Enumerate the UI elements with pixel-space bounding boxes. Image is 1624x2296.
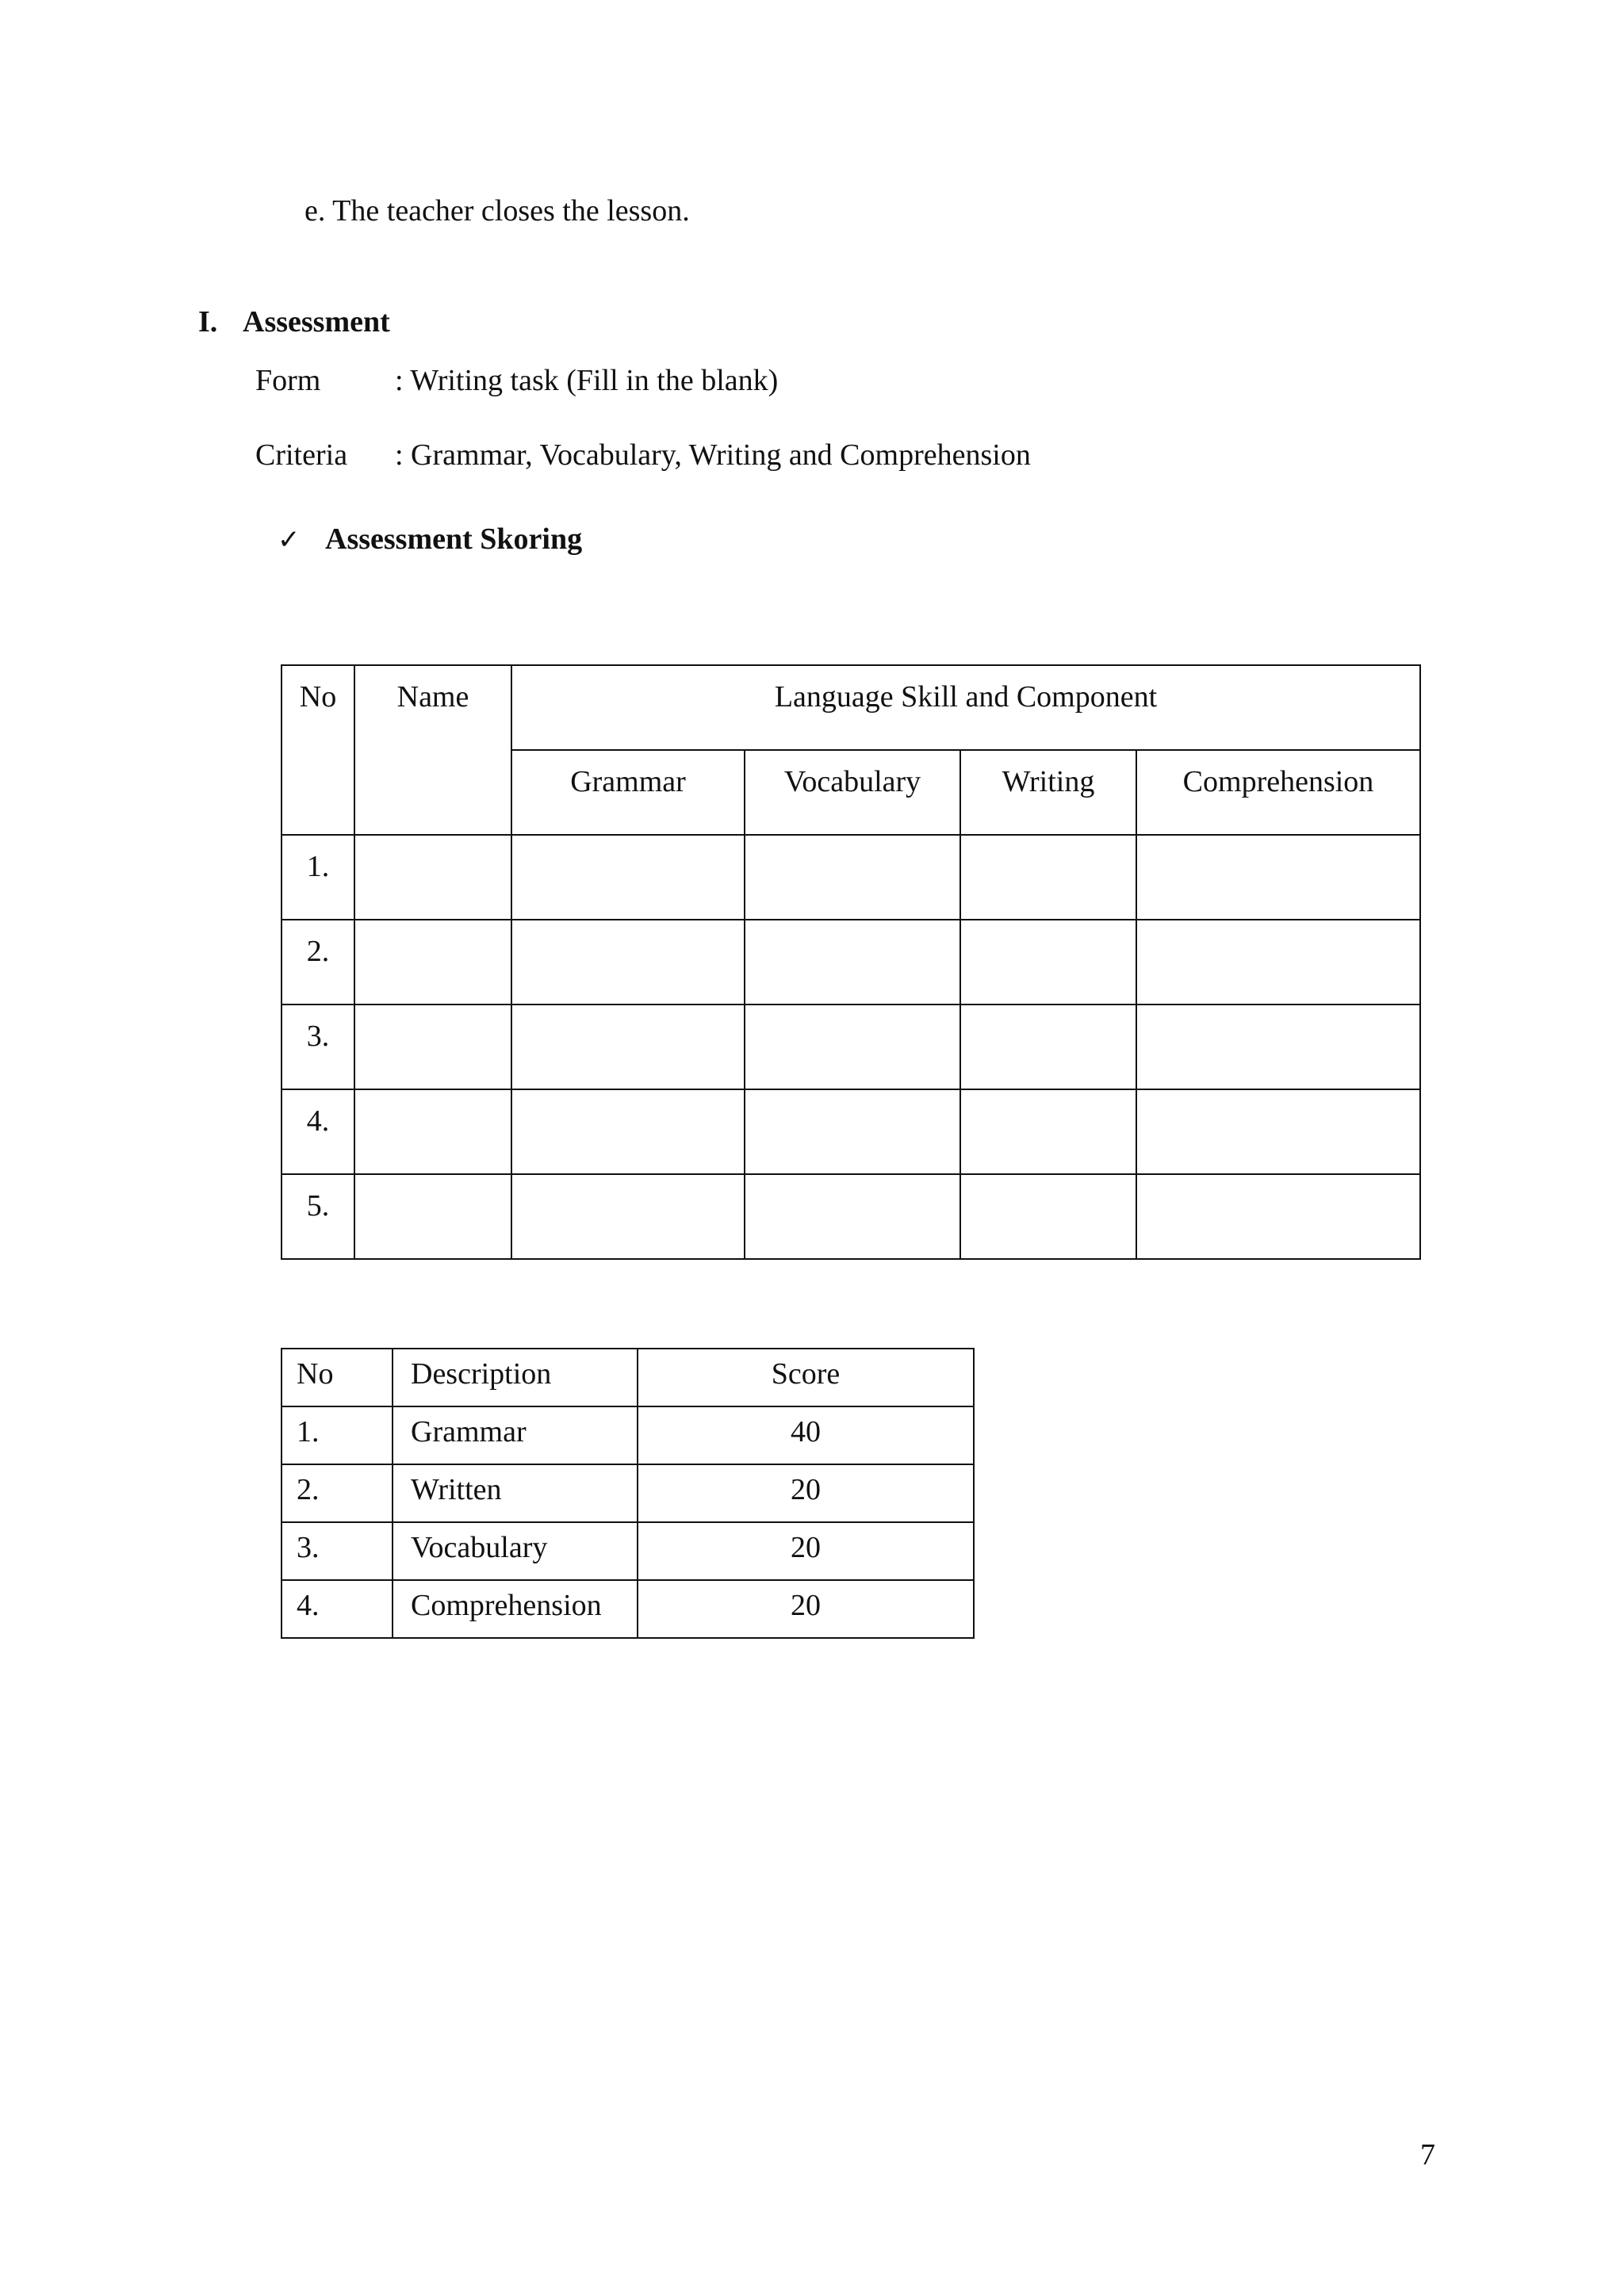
score-weights-table: [281, 1348, 975, 1639]
header-group-cell: [511, 665, 1420, 750]
table-row: [282, 1004, 1420, 1089]
row-number: 5.: [306, 1189, 330, 1223]
weights-no: 2.: [297, 1473, 320, 1506]
weights-description-cell: [393, 1580, 638, 1638]
vocabulary-cell: [745, 1174, 960, 1259]
writing-cell: [960, 1174, 1136, 1259]
table-row: [282, 1089, 1420, 1174]
table-row: [282, 1522, 974, 1580]
weights-score-cell: [638, 1522, 974, 1580]
weights-no: 1.: [297, 1415, 320, 1448]
weights-header-score-cell: [638, 1349, 974, 1406]
table-row: [282, 1174, 1420, 1259]
name-cell: [354, 1089, 511, 1174]
weights-score-cell: [638, 1464, 974, 1522]
comprehension-cell: [1136, 1174, 1420, 1259]
name-cell: [354, 1174, 511, 1259]
weights-description: Grammar: [411, 1415, 527, 1448]
weights-header-description: Description: [411, 1357, 552, 1391]
weights-header-score: Score: [771, 1357, 841, 1391]
header-writing: Writing: [1002, 765, 1095, 798]
weights-description-cell: [393, 1464, 638, 1522]
weights-header-no: No: [297, 1357, 334, 1391]
weights-description: Written: [411, 1473, 502, 1506]
name-cell: [354, 835, 511, 920]
weights-description: Comprehension: [411, 1589, 602, 1622]
writing-cell: [960, 1089, 1136, 1174]
table-row: [282, 920, 1420, 1004]
weights-score: 20: [791, 1473, 821, 1506]
score-grid-header-row: [282, 665, 1420, 750]
comprehension-cell: [1136, 1089, 1420, 1174]
comprehension-cell: [1136, 835, 1420, 920]
comprehension-cell: [1136, 920, 1420, 1004]
row-number-cell: [282, 1089, 354, 1174]
vocabulary-cell: [745, 920, 960, 1004]
weights-score: 20: [791, 1589, 821, 1622]
criteria-value: : Grammar, Vocabulary, Writing and Comprehension: [395, 438, 1031, 472]
weights-description-cell: [393, 1522, 638, 1580]
section-title: Assessment: [243, 305, 390, 339]
header-no: No: [299, 680, 337, 714]
comprehension-cell: [1136, 1004, 1420, 1089]
weights-header-row: [282, 1349, 974, 1406]
weights-description: Vocabulary: [411, 1531, 548, 1564]
name-cell: [354, 1004, 511, 1089]
grammar-cell: [511, 1004, 745, 1089]
writing-cell: [960, 1004, 1136, 1089]
header-comprehension: Comprehension: [1182, 765, 1374, 798]
form-line: [255, 363, 778, 398]
criteria-line: [255, 438, 1031, 473]
vocabulary-cell: [745, 1004, 960, 1089]
table-row: [282, 835, 1420, 920]
criteria-label: Criteria: [255, 438, 348, 472]
header-grammar-cell: [511, 750, 745, 835]
table-row: [282, 1464, 974, 1522]
scoring-heading: [278, 522, 582, 557]
header-name: Name: [396, 680, 469, 714]
score-grid-table: [281, 664, 1421, 1260]
page-number: 7: [1420, 2138, 1435, 2172]
weights-score-cell: [638, 1406, 974, 1464]
weights-header-description-cell: [393, 1349, 638, 1406]
vocabulary-cell: [745, 835, 960, 920]
weights-score: 20: [791, 1531, 821, 1564]
vocabulary-cell: [745, 1089, 960, 1174]
checkmark-icon: ✓: [278, 524, 301, 556]
row-number: 1.: [306, 850, 330, 883]
section-heading: [198, 304, 390, 339]
weights-no: 3.: [297, 1531, 320, 1564]
header-no-cell: [282, 665, 354, 835]
row-number-cell: [282, 1004, 354, 1089]
table-row: [282, 1406, 974, 1464]
grammar-cell: [511, 1174, 745, 1259]
header-vocabulary-cell: [745, 750, 960, 835]
weights-no-cell: [282, 1522, 393, 1580]
grammar-cell: [511, 1089, 745, 1174]
grammar-cell: [511, 920, 745, 1004]
form-label: Form: [255, 364, 321, 397]
row-number-cell: [282, 835, 354, 920]
weights-score: 40: [791, 1415, 821, 1448]
table-row: [282, 1580, 974, 1638]
writing-cell: [960, 920, 1136, 1004]
row-number: 2.: [306, 935, 330, 968]
form-value: : Writing task (Fill in the blank): [395, 364, 779, 397]
weights-no-cell: [282, 1580, 393, 1638]
weights-no: 4.: [297, 1589, 320, 1622]
writing-cell: [960, 835, 1136, 920]
section-number: I.: [198, 305, 218, 339]
header-writing-cell: [960, 750, 1136, 835]
scoring-heading-label: Assessment Skoring: [325, 522, 583, 556]
header-group: Language Skill and Component: [774, 680, 1158, 714]
header-grammar: Grammar: [570, 765, 686, 798]
weights-no-cell: [282, 1406, 393, 1464]
weights-header-no-cell: [282, 1349, 393, 1406]
name-cell: [354, 920, 511, 1004]
weights-description-cell: [393, 1406, 638, 1464]
header-name-cell: [354, 665, 511, 835]
weights-no-cell: [282, 1464, 393, 1522]
closing-step-text: e. The teacher closes the lesson.: [304, 194, 690, 228]
row-number: 4.: [306, 1104, 330, 1138]
header-vocabulary: Vocabulary: [783, 765, 921, 798]
weights-score-cell: [638, 1580, 974, 1638]
row-number: 3.: [306, 1020, 330, 1053]
row-number-cell: [282, 920, 354, 1004]
grammar-cell: [511, 835, 745, 920]
header-comprehension-cell: [1136, 750, 1420, 835]
row-number-cell: [282, 1174, 354, 1259]
